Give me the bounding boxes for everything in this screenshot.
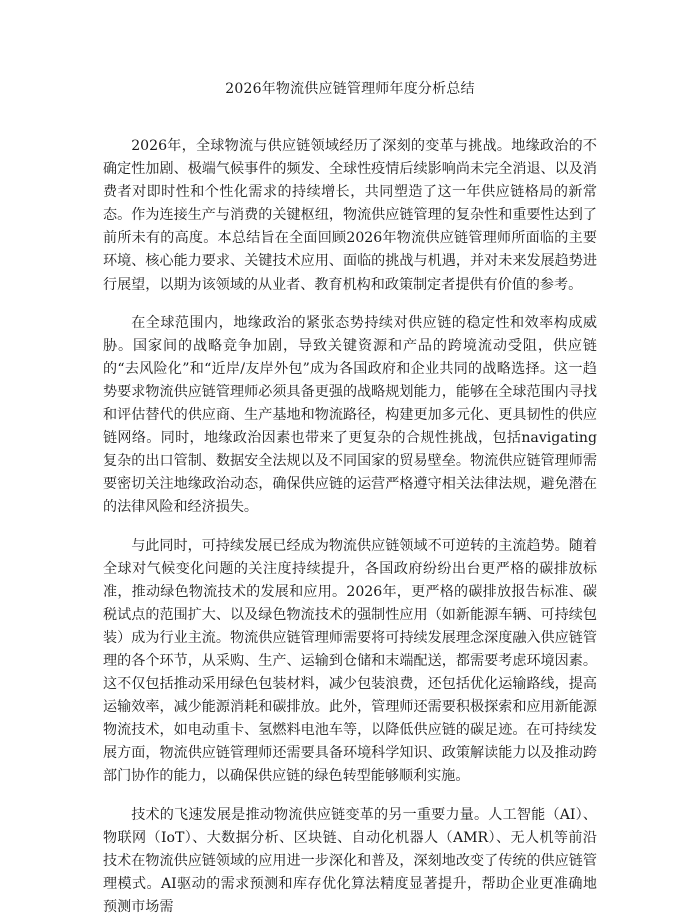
paragraph-technology: 技术的飞速发展是推动物流供应链变革的另一重要力量。人工智能（AI）、物联网（IoT）、大数据分析、区块链、自动化机器人（AMR）、无人机等前沿技术在物流供应链领域的应用进一步深化和普及，深刻地改变了传统的供应链管理模式。AI驱动的需求预测和库存优化算法精度显著提升，帮助企业更准确地预测市场需 bbox=[103, 806, 597, 915]
paragraph-sustainability: 与此同时，可持续发展已经成为物流供应链领域不可逆转的主流趋势。随着全球对气候变化问题的关注度持续提升，各国政府纷纷出台更严格的碳排放标准，推动绿色物流技术的发展和应用。2026年，更严格的碳排放报告标准、碳税试点的范围扩大、以及绿色物流技术的强制性应用（如新能源车辆、可持续包装）成为行业主流。物流供应链管理师需要将可持续发展理念深度融入供应链管理的各个环节，从采购、生产、运输到仓储和末端配送，都需要考虑环境因素。这不仅包括推动采用绿色包装材料，减少包装浪费，还包括优化运输路线，提高运输效率，减少能源消耗和碳排放。此外，管理师还需要积极探索和应用新能源物流技术，如电动重卡、氢燃料电池车等，以降低供应链的碳足迹。在可持续发展方面，物流供应链管理师还需要具备环境科学知识、政策解读能力以及推动跨部门协作的能力，以确保供应链的绿色转型能够顺利实施。 bbox=[103, 537, 597, 785]
paragraph-intro: 2026年，全球物流与供应链领域经历了深刻的变革与挑战。地缘政治的不确定性加剧、极端气候事件的频发、全球性疫情后续影响尚未完全消退、以及消费者对即时性和个性化需求的持续增长，共同塑造了这一年供应链格局的新常态。作为连接生产与消费的关键枢纽，物流供应链管理的复杂性和重要性达到了前所未有的高度。本总结旨在全面回顾2026年物流供应链管理师所面临的主要环境、核心能力要求、关键技术应用、面临的挑战与机遇，并对未来发展趋势进行展望，以期为该领域的从业者、教育机构和政策制定者提供有价值的参考。 bbox=[103, 138, 597, 293]
document-title: 2026年物流供应链管理师年度分析总结 bbox=[225, 81, 475, 97]
paragraph-geopolitics: 在全球范围内，地缘政治的紧张态势持续对供应链的稳定性和效率构成威胁。国家间的战略竞争加剧，导致关键资源和产品的跨境流动受阻，供应链的“去风险化”和“近岸/友岸外包”成为各国政府和企业共同的战略选择。这一趋势要求物流供应链管理师必须具备更强的战略规划能力，能够在全球范围内寻找和评估替代的供应商、生产基地和物流路径，构建更加多元化、更具韧性的供应链网络。同时，地缘政治因素也带来了更复杂的合规性挑战，包括navigating复杂的出口管制、数据安全法规以及不同国家的贸易壁垒。物流供应链管理师需要密切关注地缘政治动态，确保供应链的运营严格遵守相关法律法规，避免潜在的法律风险和经济损失。 bbox=[103, 314, 597, 516]
